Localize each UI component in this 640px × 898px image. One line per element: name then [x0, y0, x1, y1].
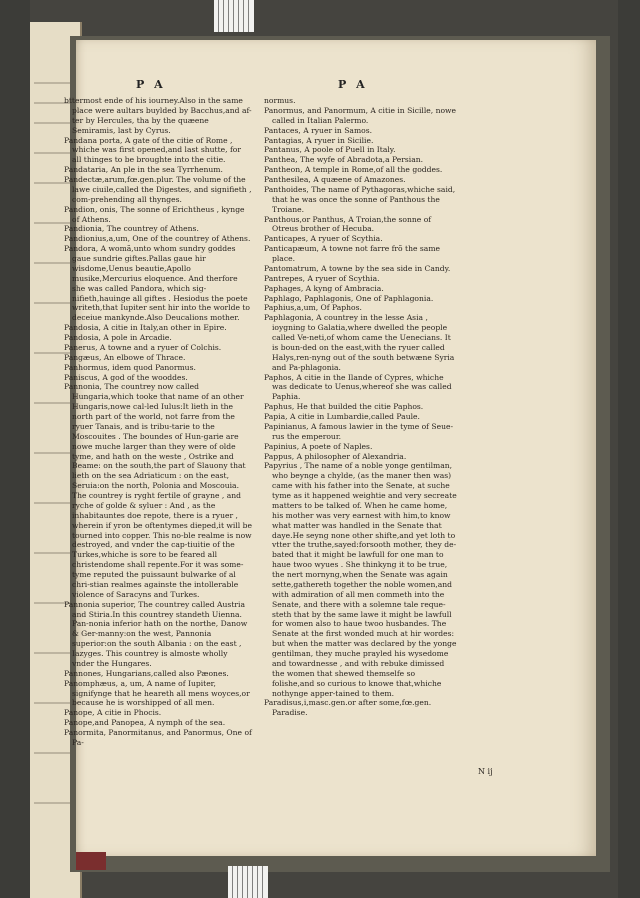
- dictionary-entry: Pandionia, The countrey of Athens.: [64, 224, 199, 234]
- dictionary-entry: Papyrius , The name of a noble yonge gentilman, who beynge a chylde, (as the maner then was) came with his father into the Senate, at suche tyme as it happened weightie and very secreate matters to be talked of. When he came home, his mother was very earnest with him,to know what matter was handled in the Senate that daye.He seyng none other shifte,and yet loth to vtter the truthe,sayed:forsooth mother, they de-bated that it might be lawfull for one man to haue twoo wyues . She thinkyng it to be true, the nert mornyng,when the Senate was again sette,gathereth together the noble women,and with admiration of all men commeth into the Senate, and there with a solemne tale reque-steth that by the same lawe it might be lawfull for women also to haue twoo husbandes. The Senate at the first wonded much at hir wordes: but when the matter was declared by the yonge gentilman, they muche prayled his wysedome and towardnesse , and with rebuke dimissed the women that shewed themselfe so folishe,and so curious to knowe that,whiche nothynge apper-tained to them.: [264, 461, 457, 698]
- dictionary-entry: Pandosia, A pole in Arcadie.: [64, 333, 172, 342]
- dictionary-entry: Pantagias, A ryuer in Sicilie.: [264, 135, 374, 145]
- dictionary-entry: Pantaces, A ryuer in Samos.: [264, 125, 373, 135]
- running-head-right: P A: [338, 78, 368, 91]
- dictionary-entry: Panomphæus, a, um, A name of Iupiter, signifynge that he heareth all mens woyces,or because he is worshipped of all men.: [64, 678, 250, 708]
- dictionary-entry: Panope, A citie in Phocis.: [64, 708, 162, 718]
- dictionary-entry: Pandectæ,arum,fœ.gen.plur. The volume of the lawe ciuile,called the Digestes, and signifieth , com-prehending all thynges.: [64, 175, 252, 204]
- dictionary-entry: Panerus, A towne and a ryuer of Colchis.: [64, 342, 222, 352]
- dictionary-entry: Panthous,or Panthus, A Troian,the sonne of Otreus brother of Hecuba.: [264, 214, 432, 234]
- dictionary-entry: normus.: [264, 96, 296, 105]
- dictionary-entry: Pannonia, The countrey now called Hungaria,which tooke that name of an other Hungaris,nowe cal-led Iulus:It lieth in the north part of the world, not farre from the ryuer Tanais, and is tribu-tarie to the Moscouites . The boundes of Hun-garie are nowe muche larger than they were of olde tyme, and hath on the weste , Ostrike and Beame: on the south,the part of Slauony that lieth on the sea Adriaticum : on the east, Seruia:on the north, Polonia and Moscouia. The countrey is ryght fertile of grayne , and ryche of golde & syluer : And , as the inhabitauntes doe repote, there is a ryuer , wherein if yron be oftentymes dieped,it will be tourned into copper. This no-ble realme is now destroyed, and vnder the cap-tiuitie of the Turkes,whiche is sore to be feared all christendome shall repente.For it was some-tyme reputed the puissaunt bulwarke of al chri-stian realmes againste the intollerable violence of Saracyns and Turkes.: [64, 382, 252, 599]
- dictionary-entry: Pantheon, A temple in Rome,of all the goddes.: [264, 165, 443, 175]
- dictionary-entry: Paphius,a,um, Of Paphos.: [264, 303, 362, 313]
- dictionary-entry: Pandosia, A citie in Italy,an other in Epire.: [64, 323, 227, 333]
- dictionary-entry: Pandion, onis, The sonne of Erichtheus , kynge of Athens.: [64, 204, 245, 224]
- dictionary-entry: Panticapes, A ryuer of Scythia.: [264, 234, 383, 244]
- signature-mark: N ij: [478, 767, 493, 776]
- dictionary-entry: Panormita, Panormitanus, and Panormus, One of Pa-: [64, 728, 252, 747]
- red-bookmark: [76, 852, 106, 870]
- dictionary-entry: Pantrepes, A ryuer of Scythia.: [264, 273, 380, 283]
- dictionary-entry: Pandana porta, A gate of the citie of Rome , whiche was first opened,and last shutte, for all thinges to be broughte into the citie.: [64, 135, 241, 165]
- dictionary-entry: Paniscus, A god of the wooddes.: [64, 372, 188, 382]
- dictionary-entry: Papinianus, A famous lawier in the tyme of Seue-rus the emperour.: [264, 421, 454, 441]
- dictionary-entry: Paradisus,i,masc.gen.or after some,fœ.gen. Paradise.: [264, 698, 432, 718]
- running-head-left: P A: [136, 78, 166, 91]
- dictionary-entry: Panope,and Panopea, A nymph of the sea.: [64, 718, 226, 728]
- dictionary-entry: Paphos, A citie in the Ilande of Cypres, whiche was dedicate to Uenus,whereof she was called Paphia.: [264, 372, 452, 402]
- dictionary-entry: Pandataria, An ple in the sea Tyrrhenum.: [64, 165, 223, 175]
- dictionary-entry: bttermost ende of his iourney.Also in the same place were aultars buylded by Bacchus,and af-ter by Hercules, tha by the quæene Semiramis, last by Cyrus.: [64, 96, 252, 135]
- dictionary-entry: Paphages, A kyng of Ambracia.: [264, 283, 384, 293]
- column-right: [264, 96, 458, 718]
- measuring-ruler-top: [214, 0, 254, 32]
- dictionary-entry: Paphlagonia, A countrey in the lesse Asia , ioygning to Galatia,where dwelled the people called Ve-neti,of whom came the Uenecians. It is boun-ded on the east,with the ryuer called Halys,ren-nyng out of the south betwæne Syria and Pa-phlagonia.: [264, 313, 455, 372]
- dictionary-entry: Panthea, The wyfe of Abradota,a Persian.: [264, 155, 424, 165]
- dictionary-entry: Pantanus, A poole of Puell in Italy.: [264, 145, 396, 155]
- column-left: [64, 96, 252, 748]
- dictionary-entry: Pantomatrum, A towne by the sea side in Candy.: [264, 263, 451, 273]
- dictionary-entry: Panticapæum, A towne not farre frõ the same place.: [264, 244, 441, 263]
- measuring-ruler-bottom: [228, 866, 268, 898]
- dictionary-entry: Pappus, A philosopher of Alexandria.: [264, 451, 407, 461]
- dictionary-entry: Paphlago, Paphlagonis, One of Paphlagonia.: [264, 293, 434, 303]
- dictionary-entry: Paphus, He that builded the citie Paphos.: [264, 402, 424, 412]
- dictionary-entry: Pandionius,a,um, One of the countrey of Athens.: [64, 234, 251, 244]
- dictionary-entry: Panormus, and Panormum, A citie in Sicille, nowe called in Italian Palermo.: [264, 105, 457, 125]
- dictionary-entry: Pannones, Hungarians,called also Pæones.: [64, 668, 229, 678]
- dictionary-entry: Papia, A citie in Lumbardie,called Paule.: [264, 412, 420, 421]
- dictionary-entry: Papinius, A poete of Naples.: [264, 441, 373, 451]
- dictionary-entry: Pangæus, An elbowe of Thrace.: [64, 352, 186, 362]
- dictionary-entry: Pandora, A womã,unto whom sundry goddes gaue sundrie giftes.Pallas gaue hir wisdome,Uenus beautie,Apollo musike,Mercurius eloquence. And therfore she was called Pandora, which sig-nifieth,hauinge all giftes . Hesiodus the poete writeth,that Iupiter sent hir into the worlde to deceiue mankynde.Also Deucalions mother.: [64, 244, 251, 323]
- dictionary-entry: Pannonia superior, The countrey called Austria and Stiria.In this countrey standeth Uienna. Pan-nonia inferior hath on the northe, Danow & Ger-manny:on the west, Pannonia superior:on the south Albania : on the east , Iazyges. This countrey is almoste wholly vnder the Hungares.: [64, 599, 248, 668]
- dictionary-entry: Panthoides, The name of Pythagoras,whiche said, that he was once the sonne of Panthous the Troiane.: [264, 184, 456, 214]
- dictionary-entry: Panhormus, idem quod Panormus.: [64, 362, 196, 372]
- dictionary-entry: Panthesilea, A quæene of Amazones.: [264, 175, 406, 184]
